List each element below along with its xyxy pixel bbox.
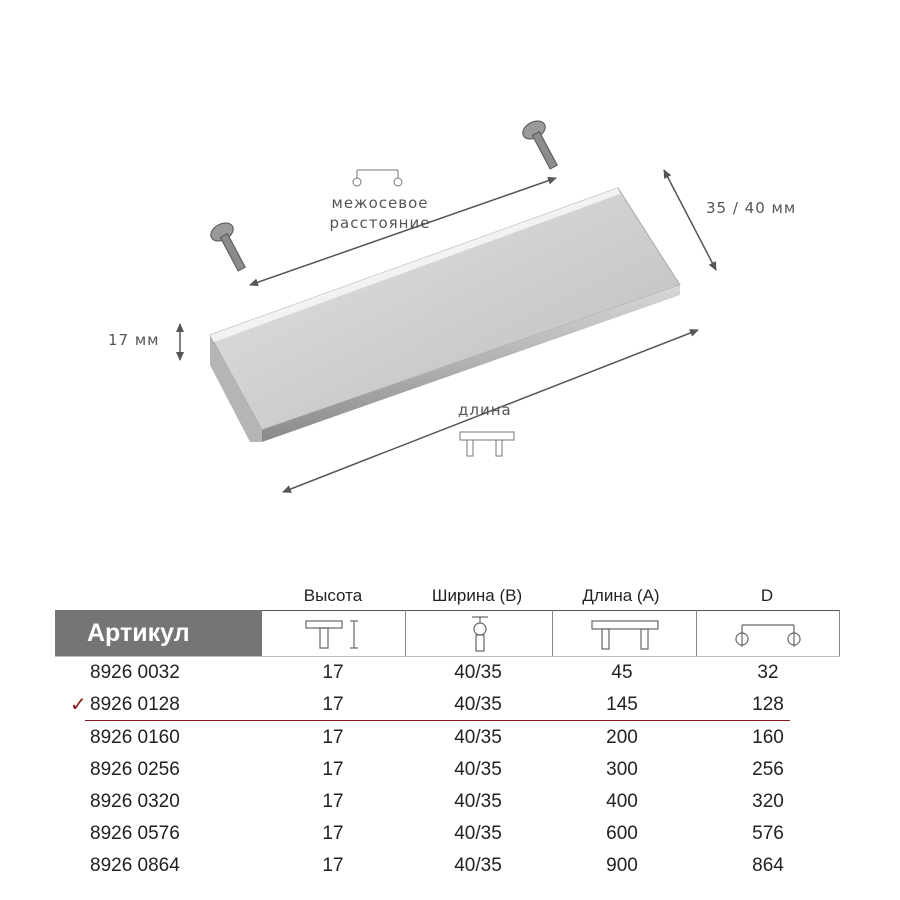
center-distance-icon — [353, 170, 402, 186]
height-cell: 17 — [322, 791, 344, 812]
article-cell: 8926 0160 — [90, 727, 180, 748]
width-cell: 40/35 — [454, 855, 502, 876]
article-cell: 8926 0128 — [90, 694, 180, 715]
width-cell: 40/35 — [454, 694, 502, 715]
width-icon — [460, 613, 500, 653]
d-cell: 256 — [752, 759, 784, 780]
center-distance-label-2: расстояние — [329, 214, 431, 232]
length-cell: 45 — [611, 662, 633, 683]
screw-left — [208, 219, 253, 274]
table-row — [0, 818, 900, 850]
d-cell: 128 — [752, 694, 784, 715]
width-cell: 40/35 — [454, 727, 502, 748]
width-cell: 40/35 — [454, 791, 502, 812]
article-cell: 8926 0320 — [90, 791, 180, 812]
handle-profile — [210, 188, 680, 442]
length-cell: 400 — [606, 791, 638, 812]
d-cell: 576 — [752, 823, 784, 844]
length-cell: 145 — [606, 694, 638, 715]
length-icon — [460, 432, 514, 456]
height-cell: 17 — [322, 759, 344, 780]
d-cell: 32 — [757, 662, 779, 683]
width-label: 35 / 40 мм — [706, 199, 797, 217]
height-icon — [300, 613, 370, 653]
table-row — [0, 722, 900, 754]
screw-right — [520, 117, 565, 172]
width-arrow — [664, 170, 716, 270]
table-row — [0, 657, 900, 689]
length-icon — [588, 613, 662, 653]
article-cell: 8926 0032 — [90, 662, 180, 683]
length-cell: 200 — [606, 727, 638, 748]
d-cell: 864 — [752, 855, 784, 876]
article-title: Артикул — [55, 610, 262, 656]
height-cell: 17 — [322, 694, 344, 715]
table-row-selected — [0, 689, 900, 721]
checkmark-icon: ✓ — [70, 694, 87, 716]
column-header-length: Длина (A) — [582, 586, 660, 605]
length-cell: 900 — [606, 855, 638, 876]
table-row — [0, 754, 900, 786]
height-cell: 17 — [322, 823, 344, 844]
height-cell: 17 — [322, 727, 344, 748]
article-cell: 8926 0576 — [90, 823, 180, 844]
spec-table — [0, 580, 900, 900]
d-icon — [730, 613, 806, 653]
column-header-width: Ширина (B) — [431, 586, 523, 605]
d-cell: 160 — [752, 727, 784, 748]
divider — [405, 610, 406, 656]
height-label: 17 мм — [108, 331, 160, 349]
divider — [552, 610, 553, 656]
width-cell: 40/35 — [454, 759, 502, 780]
width-cell: 40/35 — [454, 662, 502, 683]
table-row — [0, 786, 900, 818]
length-cell: 600 — [606, 823, 638, 844]
divider — [839, 610, 840, 656]
divider — [696, 610, 697, 656]
height-cell: 17 — [322, 855, 344, 876]
selected-row-underline — [85, 720, 790, 721]
center-distance-label-1: межосевое — [331, 194, 429, 212]
length-cell: 300 — [606, 759, 638, 780]
article-cell: 8926 0256 — [90, 759, 180, 780]
column-header-d: D — [760, 586, 774, 605]
width-cell: 40/35 — [454, 823, 502, 844]
d-cell: 320 — [752, 791, 784, 812]
column-header-height: Высота — [303, 586, 363, 605]
table-row — [0, 850, 900, 882]
article-cell: 8926 0864 — [90, 855, 180, 876]
length-label: длина — [458, 401, 512, 419]
height-cell: 17 — [322, 662, 344, 683]
